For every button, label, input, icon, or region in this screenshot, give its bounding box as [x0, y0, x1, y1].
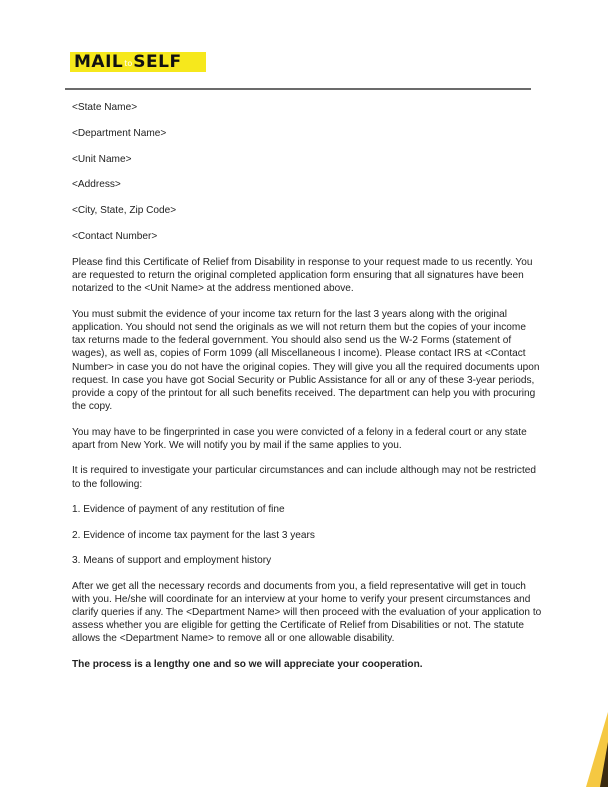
mailtoself-logo — [70, 52, 206, 72]
paragraph-investigation: It is required to investigate your particular circumstances and can include although may not be restricted to the following: — [72, 465, 536, 490]
paragraph-tax-evidence: You must submit the evidence of your income tax return for the last 3 years along with the original application. You should not send the originals as we will not return them but the copies of your income tax returns made to the federal government. You should also send us the W-2 Forms (statement of wages), as well as, copies of Form 1099 (all Miscellaneous I income). Please contact IRS at <Contact Number> in case you do not have the original copies. They will give you all the required documents upon request. In case you have got Social Security or Public Assistance for all or any of these 3-year periods, provide a copy of the printout for all such benefits received. The department can help you with procuring the copy. — [72, 308, 540, 413]
address-contact-number: <Contact Number> — [72, 230, 158, 242]
address-state-name: <State Name> — [72, 102, 138, 113]
address-unit-name: <Unit Name> — [72, 153, 132, 165]
list-item-support-history: 3. Means of support and employment history — [72, 555, 272, 567]
list-item-restitution: 1. Evidence of payment of any restitution of fine — [72, 504, 285, 516]
logo-to-text: to — [124, 59, 133, 68]
paragraph-final-bold: The process is a lengthy one and so we will appreciate your cooperation. — [72, 658, 423, 670]
address-street: <Address> — [72, 179, 121, 191]
address-city-state-zip: <City, State, Zip Code> — [72, 205, 177, 217]
paragraph-closing: After we get all the necessary records and documents from you, a field representative will get in touch with you. He/she will coordinate for an interview at your home to verify your present circumstances and clarify queries if any. The <Department Name> will then proceed with the evaluation of your application to assess whether you are eligible for getting the Certificate of Relief from Disabilities or not. The statute allows the <Department Name> to remove all or one allowable disability. — [72, 580, 542, 645]
list-item-tax-payment: 2. Evidence of income tax payment for the last 3 years — [72, 529, 315, 541]
logo-mail-text: MAIL — [74, 51, 124, 72]
paragraph-fingerprint: You may have to be fingerprinted in case you were convicted of a felony in a federal court or any state apart from New York. We will notify you by mail if the same applies to you. — [72, 426, 527, 451]
header-divider — [65, 88, 531, 90]
logo-self-text: SELF — [133, 51, 182, 72]
paragraph-intro: Please find this Certificate of Relief from Disability in response to your request made to us recently. You are requested to return the original completed application form ensuring that all signatures have been notarized to the <Unit Name> at the address mentioned above. — [72, 256, 533, 295]
address-department-name: <Department Name> — [72, 127, 167, 139]
letter-content — [72, 101, 542, 683]
corner-decoration — [578, 712, 608, 787]
